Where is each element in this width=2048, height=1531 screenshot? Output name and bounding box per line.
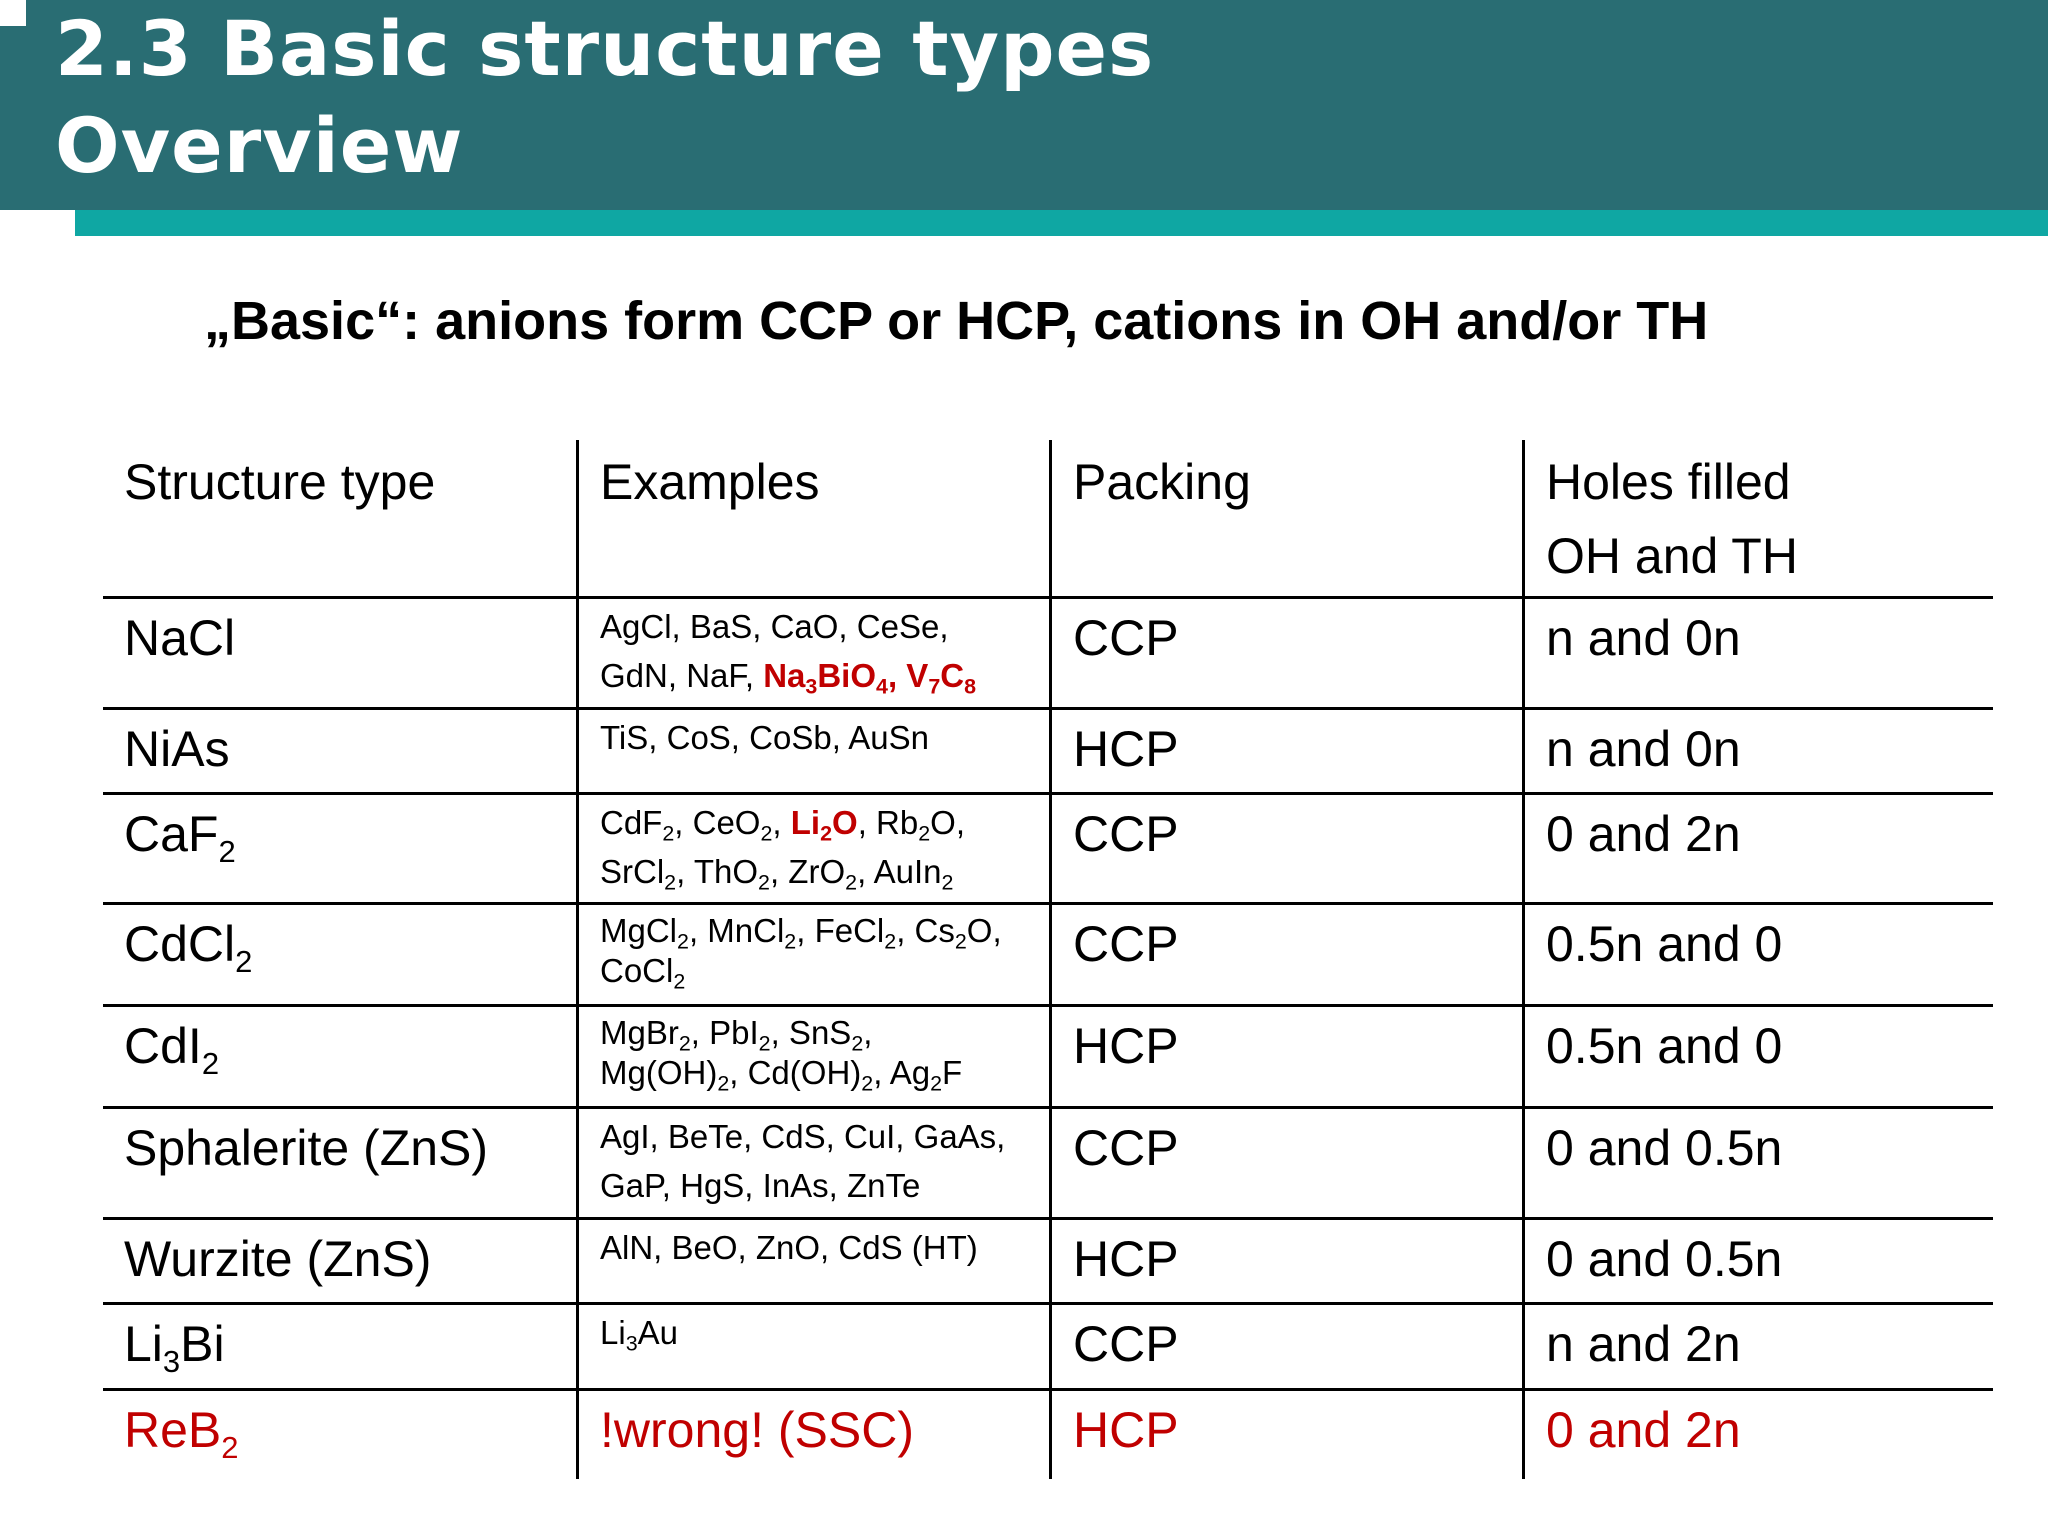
examples-cell xyxy=(576,1109,1049,1217)
holes-cell: 0 and 0.5n xyxy=(1522,1220,1993,1302)
holes-cell: n and 0n xyxy=(1522,599,1993,707)
examples-cell xyxy=(576,1305,1049,1388)
examples-cell xyxy=(576,905,1049,1004)
structure-cell: NaCl xyxy=(124,610,236,666)
examples-line: TiS, CoS, CoSb, AuSn xyxy=(600,719,929,756)
table-row xyxy=(103,1305,1993,1391)
table-row xyxy=(103,710,1993,795)
packing-cell: HCP xyxy=(1049,1007,1522,1106)
holes-cell: 0.5n and 0 xyxy=(1522,905,1993,1004)
slide-title-line1: 2.3 Basic structure types xyxy=(55,4,1155,93)
structure-types-table xyxy=(103,440,1993,1479)
structure-cell: CdCl$_2$ xyxy=(124,916,253,979)
examples-line: GdN, NaF, $Na_3BiO_4$, $V_7C_8$ xyxy=(600,657,977,699)
title-banner xyxy=(0,0,2048,210)
header-holes-filled-line1: Holes filled xyxy=(1546,454,1791,510)
holes-cell: 0 and 2n xyxy=(1522,795,1993,902)
examples-cell xyxy=(576,710,1049,792)
table-row xyxy=(103,1007,1993,1109)
examples-line: MgBr$_2$, PbI$_2$, SnS$_2$, xyxy=(600,1014,873,1056)
examples-line: AlN, BeO, ZnO, CdS (HT) xyxy=(600,1229,978,1266)
examples-line: CoCl$_2$ xyxy=(600,952,686,994)
holes-cell: 0.5n and 0 xyxy=(1522,1007,1993,1106)
examples-line: MgCl$_2$, MnCl$_2$, FeCl$_2$, $Cs_2O$, xyxy=(600,912,1002,954)
structure-cell: ReB$_2$ xyxy=(124,1402,239,1465)
holes-cell: 0 and 2n xyxy=(1522,1391,1993,1479)
table-row xyxy=(103,1391,1993,1479)
examples-line: CdF$_2$, CeO$_2$, $Li_2O$, $Rb_2O$, xyxy=(600,804,966,846)
holes-cell: 0 and 0.5n xyxy=(1522,1109,1993,1217)
examples-line: AgCl, BaS, CaO, CeSe, xyxy=(600,608,949,645)
slide-title-line2: Overview xyxy=(55,101,464,190)
accent-bar xyxy=(75,210,2048,236)
packing-cell: HCP xyxy=(1049,1391,1522,1479)
packing-cell: CCP xyxy=(1049,905,1522,1004)
table-row xyxy=(103,1220,1993,1305)
examples-line: $Mg(OH)_2$, $Cd(OH)_2$, $Ag_2F$ xyxy=(600,1054,963,1096)
examples-cell xyxy=(576,599,1049,707)
header-holes-filled-line2: OH and TH xyxy=(1546,528,1798,584)
examples-line: GaP, HgS, InAs, ZnTe xyxy=(600,1167,921,1204)
examples-cell xyxy=(576,1220,1049,1302)
table-row xyxy=(103,905,1993,1007)
header-packing: Packing xyxy=(1049,440,1522,596)
packing-cell: HCP xyxy=(1049,710,1522,792)
header-examples: Examples xyxy=(576,440,1049,596)
header-structure-type: Structure type xyxy=(124,454,436,510)
examples-cell xyxy=(576,795,1049,902)
packing-cell: CCP xyxy=(1049,1109,1522,1217)
structure-cell: $Li_3Bi$ xyxy=(124,1316,225,1379)
packing-cell: CCP xyxy=(1049,1305,1522,1388)
packing-cell: CCP xyxy=(1049,599,1522,707)
examples-cell xyxy=(576,1007,1049,1106)
holes-cell: n and 0n xyxy=(1522,710,1993,792)
structure-cell: CdI$_2$ xyxy=(124,1018,220,1081)
table-header-row xyxy=(103,440,1993,599)
table-row xyxy=(103,1109,1993,1220)
header-holes-filled xyxy=(1522,440,1993,596)
examples-line: AgI, BeTe, CdS, CuI, GaAs, xyxy=(600,1118,1006,1155)
structure-cell: Sphalerite (ZnS) xyxy=(124,1120,489,1176)
slide-subtitle: „Basic“: anions form CCP or HCP, cations in OH and/or TH xyxy=(204,291,1709,351)
packing-cell: CCP xyxy=(1049,795,1522,902)
examples-line: SrCl$_2$, ThO$_2$, ZrO$_2$, AuIn$_2$ xyxy=(600,853,954,895)
examples-line: $Li_3Au$ xyxy=(600,1314,678,1356)
banner-corner-notch xyxy=(0,0,26,26)
slide-title xyxy=(55,0,1154,194)
structure-cell: CaF$_2$ xyxy=(124,806,236,869)
structure-cell: NiAs xyxy=(124,721,230,777)
table-row xyxy=(103,795,1993,905)
holes-cell: n and 2n xyxy=(1522,1305,1993,1388)
examples-cell: !wrong! (SSC) xyxy=(576,1391,1049,1479)
packing-cell: HCP xyxy=(1049,1220,1522,1302)
table-row xyxy=(103,599,1993,710)
structure-cell: Wurzite (ZnS) xyxy=(124,1231,432,1287)
